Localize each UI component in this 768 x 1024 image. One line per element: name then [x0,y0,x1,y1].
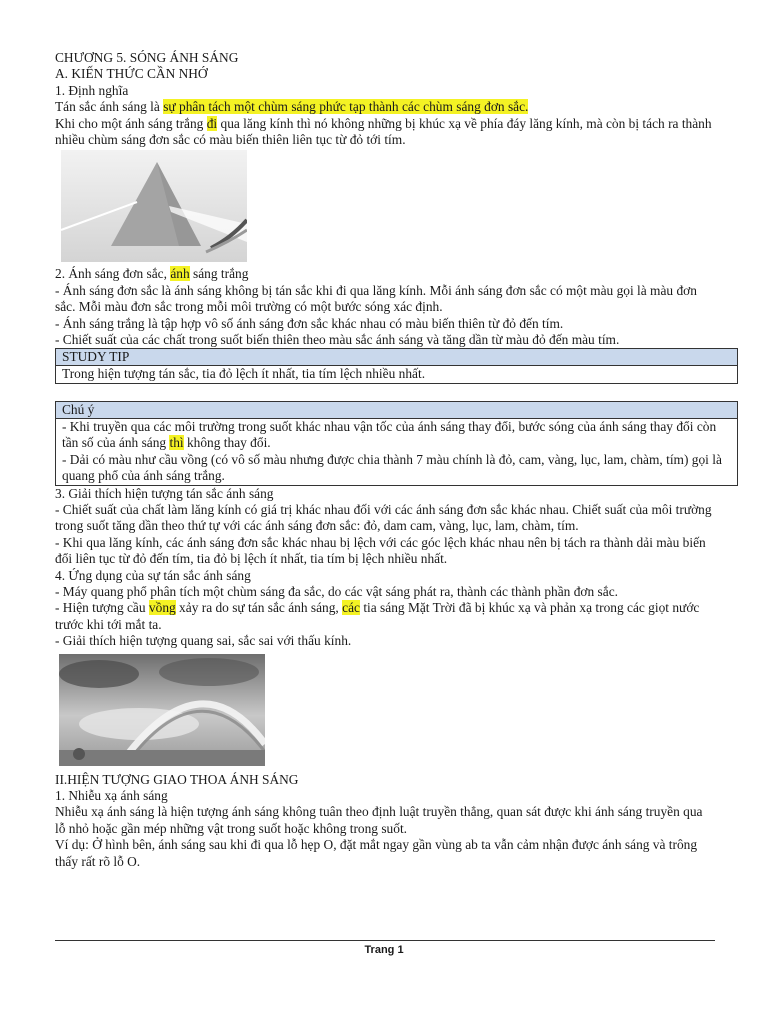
heading-diffraction: 1. Nhiễu xạ ánh sáng [55,787,168,803]
paragraph: - Chiết suất của chất làm lăng kính có giá trị khác nhau đối với các ánh sáng đơn sắc khác nhau. Chiết suất của môi trường trong suốt tăng dần theo thứ tự với các ánh sáng đơn sắc: đỏ, dam cam, vàng, lục, lam, chàm, tím. [55,501,712,534]
paragraph: Khi cho một ánh sáng trắng đi qua lăng kính thì nó không những bị khúc xạ về phía đáy lăng kính, mà còn bị tách ra thành nhiều chùm sáng đơn sắc có màu biến thiên liên tục từ đỏ tới tím. [55,115,712,148]
page-number: Trang 1 [364,944,404,956]
paragraph: - Ánh sáng đơn sắc là ánh sáng không bị tán sắc khi đi qua lăng kính. Mỗi ánh sáng đơn sắc có một màu gọi là màu đơn sắc. Mỗi màu đơn sắc trong mỗi môi trường có một bước sóng xác định. [55,282,697,315]
heading-explanation: 3. Giải thích hiện tượng tán sắc ánh sáng [55,485,274,501]
definition-paragraph: Tán sắc ánh sáng là sự phân tách một chùm sáng phức tạp thành các chùm sáng đơn sắc. [55,99,529,115]
highlight: sự phân tách một chùm sáng phức tạp thành các chùm sáng đơn sắc. [163,99,529,115]
heading-applications: 4. Ứng dụng của sự tán sắc ánh sáng [55,567,251,583]
paragraph: - Ánh sáng trắng là tập hợp vô số ánh sáng đơn sắc khác nhau có màu biến thiên từ đỏ đến tím. [55,315,564,331]
section-ii-heading: II.HIỆN TƯỢNG GIAO THOA ÁNH SÁNG [55,771,299,787]
document-page [55,50,722,870]
highlight: ánh [170,266,190,282]
highlight: vồng [148,600,176,616]
note-heading: Chú ý [56,402,737,419]
study-tip-text: Trong hiện tượng tán sắc, tia đỏ lệch ít nhất, tia tím lệch nhiều nhất. [62,366,426,382]
highlight: đi [206,115,218,131]
paragraph: - Giải thích hiện tượng quang sai, sắc sai với thấu kính. [55,633,352,649]
note-body [56,419,737,485]
note-box [55,401,738,486]
rainbow-image [59,654,265,766]
heading-definition: 1. Định nghĩa [55,82,129,98]
footer-divider [55,940,715,941]
heading-monochromatic-light: 2. Ánh sáng đơn sắc, ánh sáng trắng [55,266,249,282]
study-tip-box [55,348,738,383]
chapter-title: CHƯƠNG 5. SÓNG ÁNH SÁNG [55,50,239,65]
section-a-heading: A. KIẾN THỨC CẦN NHỚ [55,66,208,82]
paragraph: - Hiện tượng cầu vồng xảy ra do sự tán sắc ánh sáng, các tia sáng Mặt Trời đã bị khúc xạ và phản xạ trong các giọt nước trước khi tới mắt ta. [55,600,700,632]
highlight: các [342,600,360,616]
note-item: - Dải có màu như cầu vồng (có vô số màu nhưng được chia thành 7 màu chính là đỏ, cam, vàng, lục, lam, chàm, tím) gọi là quang phổ của ánh sáng trắng. [62,451,722,484]
study-tip-heading: STUDY TIP [56,349,737,366]
paragraph: Ví dụ: Ở hình bên, ánh sáng sau khi đi qua lỗ hẹp O, đặt mắt ngay gần vùng ab ta vẫn cảm nhận được ánh sáng và trông thấy rất rõ lỗ O. [55,837,698,869]
paragraph: - Máy quang phổ phân tích một chùm sáng đa sắc, do các vật sáng phát ra, thành các thành phần đơn sắc. [55,583,618,599]
paragraph: - Chiết suất của các chất trong suốt biến thiên theo màu sắc ánh sáng và tăng dần từ màu đỏ đến màu tím. [55,332,620,348]
prism-image [61,150,247,262]
note-item: - Khi truyền qua các môi trường trong suốt khác nhau vận tốc của ánh sáng thay đổi, bước sóng của ánh sáng thay đổi còn tần số của ánh sáng thì không thay đổi. [62,418,717,451]
highlight: thì [169,435,184,451]
paragraph: Nhiễu xạ ánh sáng là hiện tượng ánh sáng không tuân theo định luật truyền thẳng, quan sát được khi ánh sáng truyền qua lỗ nhỏ hoặc gần mép những vật trong suốt hoặc không trong suốt. [55,804,703,836]
paragraph: - Khi qua lăng kính, các ánh sáng đơn sắc khác nhau bị lệch với các góc lệch khác nhau nên bị tách ra thành dải màu biến đổi liên tục từ đỏ đến tím, tia đỏ bị lệch ít nhất, tia tím bị lệch nhiều nhất. [55,534,706,567]
